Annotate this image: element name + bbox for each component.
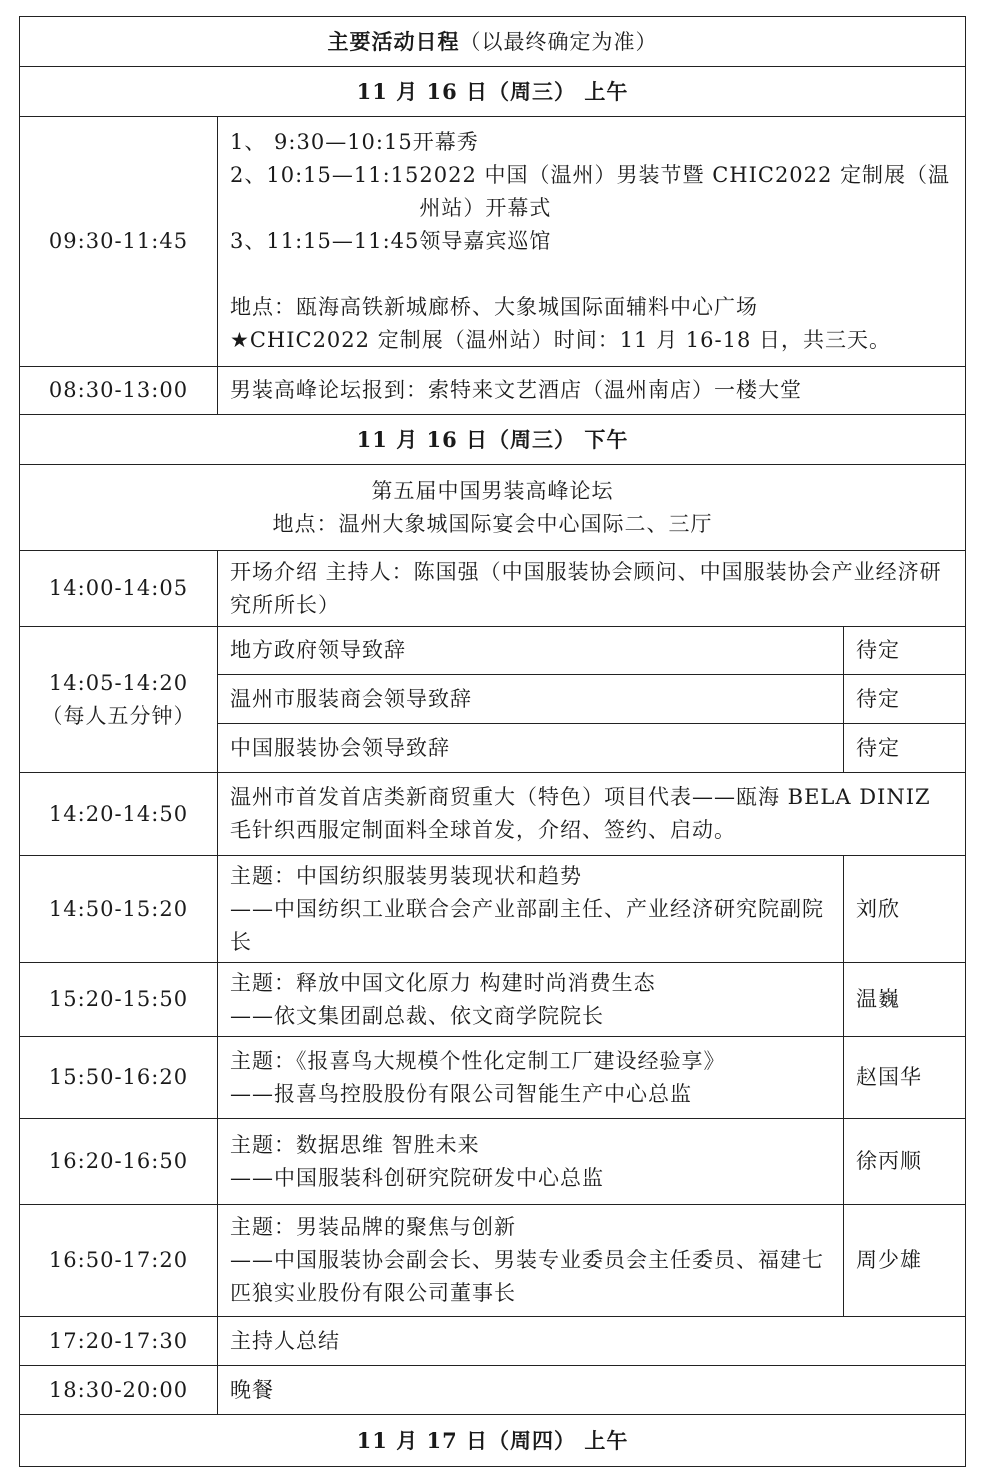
title-note: （以最终确定为准）	[459, 29, 658, 54]
time-cell: 14:00-14:05	[20, 551, 218, 627]
closing-text: 主持人总结	[218, 1317, 966, 1366]
schedule-row-launch	[20, 773, 966, 856]
opening-detail	[218, 117, 966, 367]
registration-text: 男装高峰论坛报到：索特来文艺酒店（温州南店）一楼大堂	[218, 367, 966, 415]
speaker-cell: 刘欣	[844, 856, 966, 963]
schedule-row-dinner	[20, 1366, 966, 1415]
schedule-row-talk	[20, 1037, 966, 1119]
schedule-title	[20, 17, 966, 67]
speeches-time-cell	[20, 627, 218, 773]
forum-row	[20, 465, 966, 551]
opening-item	[230, 159, 953, 225]
speaker-cell: 温巍	[844, 963, 966, 1037]
forum-name: 第五届中国男装高峰论坛	[371, 478, 614, 503]
talk-topic: 主题：中国纺织服装男装现状和趋势	[230, 863, 582, 888]
talk-role: ——依文集团副总裁、依文商学院院长	[230, 1003, 604, 1028]
speaker-cell: 待定	[844, 627, 966, 675]
dinner-text: 晚餐	[218, 1366, 966, 1415]
schedule-row-talk	[20, 856, 966, 963]
opening-item-text: 开幕秀	[412, 130, 479, 154]
section-header-nov16-pm: 11 月 16 日（周三） 下午	[20, 415, 966, 465]
intro-text: 开场介绍 主持人：陈国强（中国服装协会顾问、中国服装协会产业经济研究所所长）	[218, 551, 966, 627]
opening-item-time: 2、10:15—11:15	[230, 163, 420, 187]
schedule-row-talk	[20, 1205, 966, 1317]
opening-item-text: 领导嘉宾巡馆	[419, 229, 552, 253]
talk-detail	[218, 963, 844, 1037]
section-header-nov17-am: 11 月 17 日（周四） 上午	[20, 1415, 966, 1467]
schedule-row-closing	[20, 1317, 966, 1366]
opening-item-time: 1、 9:30—10:15	[230, 130, 413, 154]
speaker-cell: 徐丙顺	[844, 1119, 966, 1205]
schedule-table	[19, 16, 966, 1467]
spacer	[230, 258, 953, 291]
talk-topic: 主题：数据思维 智胜未来	[230, 1132, 480, 1157]
speaker-cell: 周少雄	[844, 1205, 966, 1317]
section-row	[20, 415, 966, 465]
speech-text: 中国服装协会领导致辞	[218, 724, 844, 773]
time-cell: 17:20-17:30	[20, 1317, 218, 1366]
speeches-time: 14:05-14:20	[48, 670, 189, 695]
time-cell: 14:50-15:20	[20, 856, 218, 963]
schedule-row-talk	[20, 1119, 966, 1205]
section-row	[20, 67, 966, 117]
title-row	[20, 17, 966, 67]
time-cell: 16:20-16:50	[20, 1119, 218, 1205]
time-cell: 09:30-11:45	[20, 117, 218, 367]
schedule-row-opening	[20, 117, 966, 367]
schedule-row-speech	[20, 627, 966, 675]
talk-role: ——中国服装科创研究院研发中心总监	[230, 1165, 604, 1190]
talk-detail	[218, 856, 844, 963]
forum-venue: 地点：温州大象城国际宴会中心国际二、三厅	[272, 511, 713, 536]
opening-venue: 地点：瓯海高铁新城廊桥、大象城国际面辅料中心广场	[230, 295, 758, 319]
time-cell: 15:50-16:20	[20, 1037, 218, 1119]
opening-item-time: 3、11:15—11:45	[230, 229, 420, 253]
launch-text: 温州市首发首店类新商贸重大（特色）项目代表——瓯海 BELA DINIZ 毛针织西服定制面料全球首发，介绍、签约、启动。	[218, 773, 966, 856]
section-header-nov16-am: 11 月 16 日（周三） 上午	[20, 67, 966, 117]
speeches-note: （每人五分钟）	[41, 703, 196, 728]
time-cell: 15:20-15:50	[20, 963, 218, 1037]
forum-info	[20, 465, 966, 551]
speech-text: 地方政府领导致辞	[218, 627, 844, 675]
time-cell: 14:20-14:50	[20, 773, 218, 856]
talk-topic: 主题：《报喜鸟大规模个性化定制工厂建设经验享》	[230, 1048, 726, 1073]
time-cell: 08:30-13:00	[20, 367, 218, 415]
talk-role: ——中国纺织工业联合会产业部副主任、产业经济研究院副院长	[230, 896, 824, 954]
schedule-row-intro	[20, 551, 966, 627]
time-cell: 18:30-20:00	[20, 1366, 218, 1415]
schedule-row-registration	[20, 367, 966, 415]
opening-note: ★CHIC2022 定制展（温州站）时间：11 月 16-18 日，共三天。	[230, 328, 891, 352]
talk-topic: 主题：释放中国文化原力 构建时尚消费生态	[230, 970, 656, 995]
opening-item	[230, 126, 953, 159]
talk-role: ——报喜鸟控股股份有限公司智能生产中心总监	[230, 1081, 692, 1106]
opening-item	[230, 225, 953, 258]
speaker-cell: 待定	[844, 675, 966, 724]
talk-role: ——中国服装协会副会长、男装专业委员会主任委员、福建七匹狼实业股份有限公司董事长	[230, 1248, 824, 1305]
opening-item-text: 2022 中国（温州）男装节暨 CHIC2022 定制展（温州站）开幕式	[419, 163, 951, 220]
schedule-row-talk	[20, 963, 966, 1037]
speaker-cell: 待定	[844, 724, 966, 773]
speaker-cell: 赵国华	[844, 1037, 966, 1119]
talk-detail	[218, 1037, 844, 1119]
title-main: 主要活动日程	[327, 28, 460, 54]
talk-detail	[218, 1205, 844, 1317]
talk-topic: 主题：男装品牌的聚焦与创新	[230, 1215, 516, 1239]
speech-text: 温州市服装商会领导致辞	[218, 675, 844, 724]
time-cell: 16:50-17:20	[20, 1205, 218, 1317]
talk-detail	[218, 1119, 844, 1205]
